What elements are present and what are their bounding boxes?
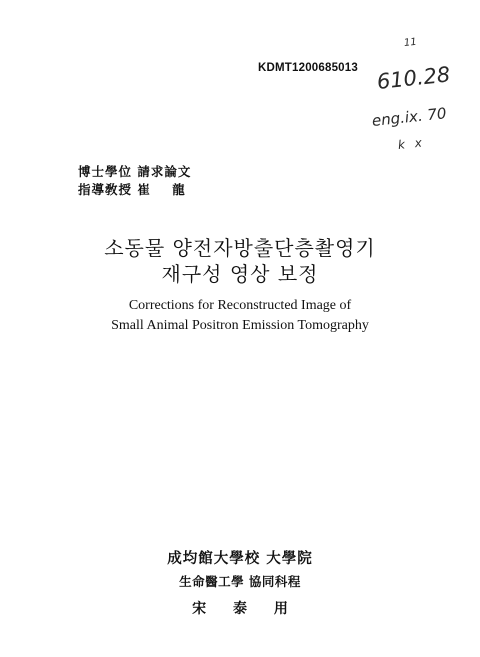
- english-title-line1: Corrections for Reconstructed Image of: [128, 298, 352, 313]
- advisor-label: 指導敎授 崔 龍: [78, 182, 186, 197]
- korean-title-line2: 재구성 영상 보정: [161, 262, 319, 286]
- author-name: 宋 泰 用: [192, 601, 288, 617]
- university-name: 成均館大學校 大學院: [167, 550, 313, 567]
- handwritten-corner-mark: 11: [403, 36, 418, 49]
- department-name: 生命醫工學 協同科程: [179, 574, 301, 589]
- english-title-line2: Small Animal Positron Emission Tomography: [111, 318, 369, 333]
- handwritten-call-number: 610.28: [375, 62, 452, 94]
- handwritten-note-line2: eng.ix. 70: [371, 104, 448, 130]
- handwritten-note-line3: k x: [397, 135, 426, 152]
- catalog-stamp: KDMT1200685013: [258, 62, 358, 74]
- korean-title-line1: 소동물 양전자방출단층촬영기: [104, 236, 376, 260]
- degree-label: 博士學位 請求論文: [78, 164, 192, 179]
